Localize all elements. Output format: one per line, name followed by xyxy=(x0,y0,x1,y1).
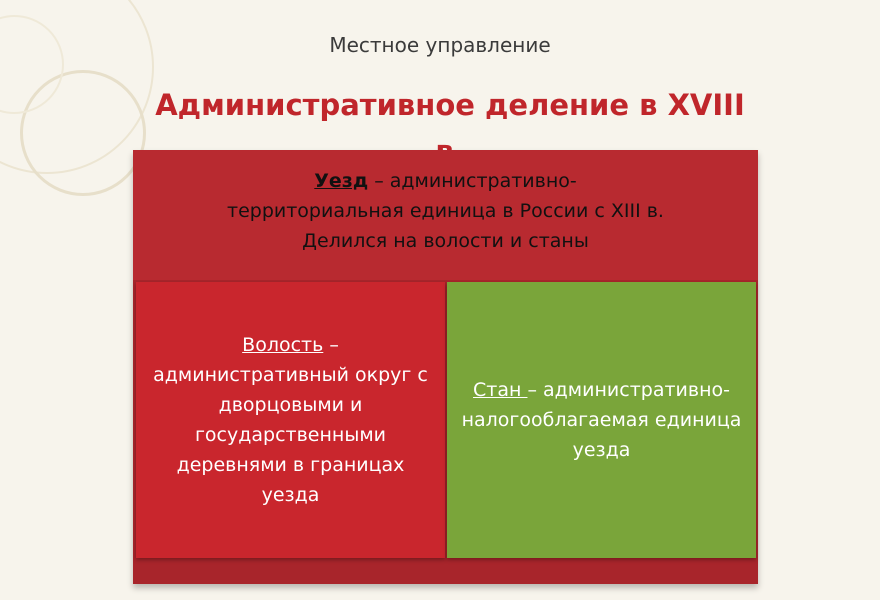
stan-dash: – xyxy=(527,379,537,401)
volost-definition-box xyxy=(136,282,445,558)
uezd-definition-box xyxy=(133,150,758,280)
uezd-line-2: территориальная единица в России с XIII в. xyxy=(227,200,664,222)
uezd-term: Уезд xyxy=(314,170,369,192)
slide-subtitle: Местное управление xyxy=(329,33,551,57)
definitions-panel xyxy=(133,150,758,584)
volost-dash: – xyxy=(323,334,339,356)
uezd-definition-start: – административно- xyxy=(368,170,577,192)
stan-definition-box xyxy=(447,282,756,558)
uezd-line-1 xyxy=(133,166,758,196)
volost-definition: административный округ с дворцовыми и государственными деревнями в границах уезда xyxy=(153,364,428,506)
uezd-line-3: Делился на волости и станы xyxy=(302,230,589,252)
stan-definition: административно-налогооблагаемая единица уезда xyxy=(461,379,742,461)
stan-term: Стан xyxy=(473,379,528,401)
slide-title: Административное деление в XVIII xyxy=(155,88,745,122)
volost-term: Волость xyxy=(242,334,324,356)
